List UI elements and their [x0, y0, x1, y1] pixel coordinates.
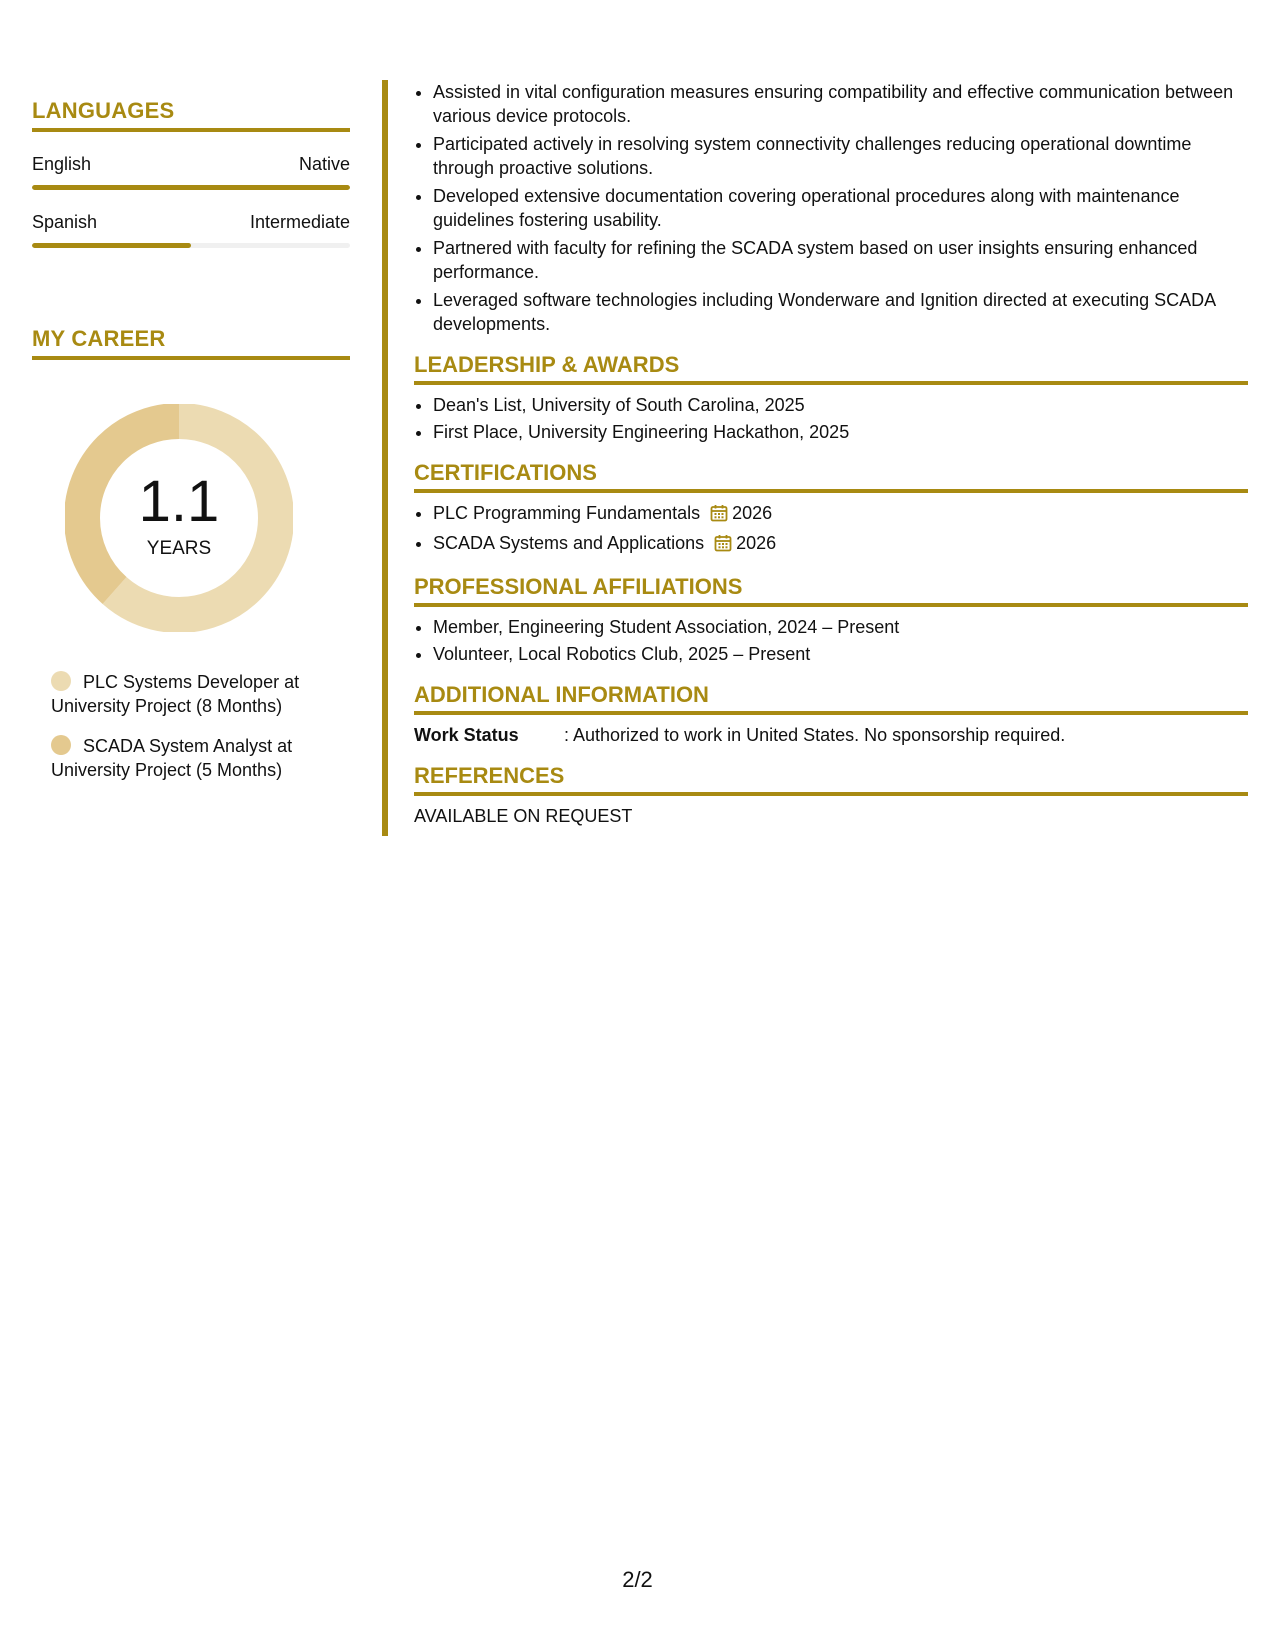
certifications-heading: CERTIFICATIONS: [414, 460, 1248, 493]
additional-info-section: [414, 682, 1248, 747]
language-bar-fill: [32, 243, 191, 248]
work-status-row: [414, 723, 1248, 747]
career-total-unit: YEARS: [146, 538, 212, 559]
certification-name: PLC Programming Fundamentals: [433, 503, 701, 523]
certification-year: 2026: [732, 503, 773, 523]
list-item: • Participated actively in resolving system connectivity challenges reducing operational downtime through proactive solutions.: [433, 132, 1248, 180]
legend-label: SCADA System Analyst at University Project (5 Months): [51, 736, 293, 780]
language-level: Intermediate: [249, 212, 350, 232]
additional-info-heading: ADDITIONAL INFORMATION: [414, 682, 1248, 715]
certification-year: 2026: [736, 533, 777, 553]
language-level: Native: [298, 154, 350, 174]
language-bar-fill: [32, 185, 350, 190]
calendar-icon: [714, 534, 732, 558]
career-heading: MY CAREER: [32, 326, 350, 360]
column-divider: [382, 80, 388, 836]
languages-heading: LANGUAGES: [32, 98, 350, 132]
certifications-section: [414, 460, 1248, 558]
affiliations-section: [414, 574, 1248, 666]
references-heading: REFERENCES: [414, 763, 1248, 796]
language-name: English: [32, 154, 92, 174]
work-status-label: Work Status: [414, 725, 519, 745]
career-section: [32, 326, 350, 782]
list-item: • Member, Engineering Student Association, 2024 – Present: [433, 615, 1248, 639]
list-item: • First Place, University Engineering Hackathon, 2025: [433, 420, 1248, 444]
languages-section: [32, 98, 350, 248]
legend-dot-icon: [51, 735, 71, 755]
left-column: [32, 98, 350, 798]
work-status-value: : Authorized to work in United States. No sponsorship required.: [564, 725, 1066, 745]
language-item-english: [32, 154, 350, 190]
legend-dot-icon: [51, 671, 71, 691]
language-name: Spanish: [32, 212, 98, 232]
leadership-section: [414, 352, 1248, 444]
list-item: • Volunteer, Local Robotics Club, 2025 – Present: [433, 642, 1248, 666]
language-bar: [32, 185, 350, 190]
leadership-heading: LEADERSHIP & AWARDS: [414, 352, 1248, 385]
career-legend-item: [51, 734, 350, 782]
career-donut-chart: [65, 404, 293, 632]
language-item-spanish: [32, 212, 350, 248]
references-section: [414, 763, 1248, 827]
career-legend: [32, 670, 350, 782]
list-item: • Partnered with faculty for refining the SCADA system based on user insights ensuring enhanced performance.: [433, 236, 1248, 284]
list-item: • Developed extensive documentation covering operational procedures along with maintenance guidelines fostering usability.: [433, 184, 1248, 232]
certification-item: [433, 531, 1248, 558]
list-item: • Dean's List, University of South Carolina, 2025: [433, 393, 1248, 417]
list-item: • Leveraged software technologies including Wonderware and Ignition directed at executing SCADA developments.: [433, 288, 1248, 336]
legend-label: PLC Systems Developer at University Project (8 Months): [51, 672, 300, 716]
affiliations-heading: PROFESSIONAL AFFILIATIONS: [414, 574, 1248, 607]
certification-name: SCADA Systems and Applications: [433, 533, 705, 553]
references-text: AVAILABLE ON REQUEST: [414, 806, 633, 826]
page-number: 2/2: [622, 1567, 653, 1592]
career-legend-item: [51, 670, 350, 718]
career-total-years: 1.1: [138, 469, 220, 534]
language-bar: [32, 243, 350, 248]
list-item: • Assisted in vital configuration measures ensuring compatibility and effective communication between various device protocols.: [433, 80, 1248, 128]
calendar-icon: [710, 504, 728, 528]
certification-item: [433, 501, 1248, 528]
experience-bullets: [414, 80, 1248, 336]
right-column: [414, 80, 1248, 827]
